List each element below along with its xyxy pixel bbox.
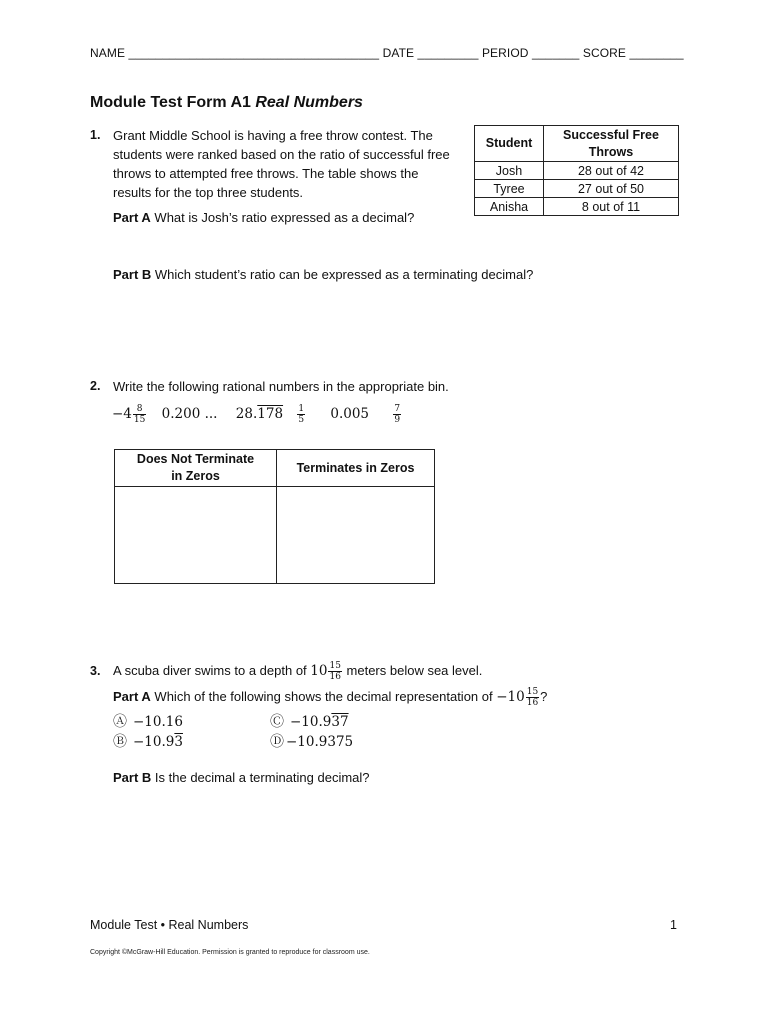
fraction [328, 661, 341, 682]
fraction [133, 404, 146, 425]
date-label: DATE [382, 46, 415, 60]
bin-header-line2: in Zeros [171, 469, 220, 483]
question-1-part-a [113, 208, 414, 227]
free-throw-table [474, 125, 679, 216]
q1-line: results for the top three students. [113, 185, 304, 200]
denominator: 16 [526, 698, 539, 708]
throws-cell: 28 out of 42 [544, 162, 679, 180]
numerator: 15 [329, 661, 341, 671]
part-a-mixed-number [496, 687, 540, 708]
choice-d-bubble[interactable]: Ⓓ [270, 734, 284, 750]
page-number: 1 [670, 918, 677, 932]
fraction [297, 404, 305, 425]
choice-a[interactable] [113, 711, 183, 731]
part-b-label: Part B [113, 267, 152, 282]
choice-d[interactable] [270, 731, 353, 751]
part-b-text: Which student’s ratio can be expressed as a terminating decimal? [151, 267, 534, 282]
table-row [475, 162, 679, 180]
part-a-label: Part A [113, 689, 151, 704]
number-mixed [112, 404, 147, 425]
choice-c-repeat: 37 [331, 714, 349, 730]
student-cell: Josh [475, 162, 544, 180]
number-repeating-bar [236, 406, 283, 422]
bin-header-terminating: Terminates in Zeros [277, 450, 435, 487]
name-field[interactable]: _____________________________________ [128, 46, 380, 60]
copyright-notice: Copyright ©McGraw-Hill Education. Permission is granted to reproduce for classroom use. [90, 949, 370, 956]
date-field[interactable]: _________ [417, 46, 479, 60]
choice-c-bubble[interactable]: Ⓒ [270, 714, 284, 730]
number-repeating-dots: 0.200 ... [161, 406, 218, 422]
title-emphasis: Real Numbers [255, 94, 363, 111]
student-column-header: Student [475, 126, 544, 162]
part-a-label: Part A [113, 210, 151, 225]
choice-b[interactable] [113, 731, 183, 751]
student-cell: Anisha [475, 198, 544, 216]
throws-header-line2: Throws [588, 144, 634, 159]
rational-numbers-list [112, 404, 402, 425]
question-3-part-a [113, 687, 547, 708]
denominator: 15 [133, 415, 146, 425]
part-b-text: Is the decimal a terminating decimal? [151, 770, 370, 785]
q1-line: Grant Middle School is having a free throw contest. The [113, 128, 433, 143]
numerator: 15 [526, 687, 539, 697]
depth-mixed-number [310, 661, 343, 682]
question-1-part-b [113, 265, 533, 284]
question-3-text [113, 661, 482, 682]
question-3-part-b [113, 768, 370, 787]
number-decimal: 0.005 [330, 406, 370, 422]
question-2-text: Write the following rational numbers in the appropriate bin. [113, 379, 449, 394]
score-field[interactable]: ________ [629, 46, 684, 60]
mixed-whole: −4 [112, 406, 132, 422]
part-b-label: Part B [113, 770, 152, 785]
bins-answer-row [115, 487, 435, 584]
choice-b-repeat: 3 [174, 734, 183, 750]
throws-cell: 27 out of 50 [544, 180, 679, 198]
bin-header-line1: Does Not Terminate [136, 452, 255, 466]
denominator: 9 [394, 415, 401, 425]
choice-d-value: −10.9375 [286, 734, 354, 750]
throws-column-header [544, 126, 679, 162]
table-header-row [475, 126, 679, 162]
choice-a-value: −10.16 [133, 714, 183, 730]
choice-b-int: −10.9 [133, 734, 175, 750]
page-title [90, 94, 363, 112]
denominator: 16 [329, 672, 341, 682]
question-1-number: 1. [90, 128, 101, 142]
bins-header-row [115, 450, 435, 487]
q1-line: students were ranked based on the ratio of successful free [113, 147, 450, 162]
period-field[interactable]: _______ [532, 46, 580, 60]
numerator: 8 [133, 404, 146, 415]
choice-b-bubble[interactable]: Ⓑ [113, 734, 127, 750]
question-1-text [113, 126, 463, 202]
footer-title: Module Test • Real Numbers [90, 918, 249, 932]
fraction [526, 687, 539, 708]
period-label: PERIOD [481, 46, 529, 60]
student-info-header [90, 46, 684, 60]
score-label: SCORE [582, 46, 627, 60]
repeating-int: 28. [235, 406, 258, 422]
part-a-end: ? [540, 689, 548, 704]
student-cell: Tyree [475, 180, 544, 198]
table-row [475, 198, 679, 216]
numerator: 1 [298, 404, 305, 414]
mixed-whole: −10 [496, 689, 525, 705]
choice-c[interactable] [270, 711, 349, 731]
mixed-whole: 10 [310, 663, 328, 679]
table-row [475, 180, 679, 198]
name-label: NAME [90, 46, 126, 60]
numerator: 7 [394, 404, 401, 414]
throws-header-line1: Successful Free [563, 127, 659, 142]
denominator: 5 [298, 415, 305, 425]
choice-c-int: −10.9 [290, 714, 332, 730]
question-2-number: 2. [90, 379, 101, 393]
fraction [393, 404, 401, 425]
part-a-text: What is Josh’s ratio expressed as a decimal? [150, 210, 415, 225]
title-prefix: Module Test Form A1 [90, 94, 256, 111]
throws-cell: 8 out of 11 [544, 198, 679, 216]
repeating-digits: 178 [257, 406, 284, 422]
q3-text-after: meters below sea level. [342, 663, 483, 678]
sorting-bins-table [114, 449, 435, 584]
bin-header-non-terminating [115, 450, 277, 487]
part-a-text: Which of the following shows the decimal representation of [150, 689, 497, 704]
bin-non-terminating-area[interactable] [115, 487, 277, 584]
q1-line: throws to attempted free throws. The table shows the [113, 166, 419, 181]
q3-text-before: A scuba diver swims to a depth of [113, 663, 311, 678]
bin-terminating-area[interactable] [277, 487, 435, 584]
choice-a-bubble[interactable]: Ⓐ [113, 714, 127, 730]
question-3-number: 3. [90, 664, 101, 678]
